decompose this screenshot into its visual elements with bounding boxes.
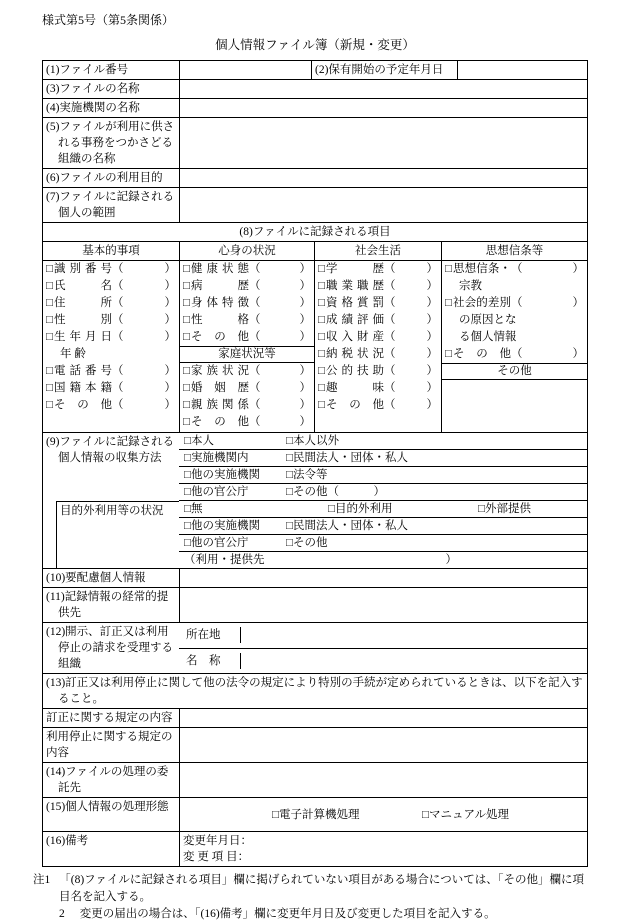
checkbox-other-public-office[interactable]: □他の官公庁 — [184, 486, 249, 498]
file-name-field[interactable] — [179, 80, 587, 98]
out-of-purpose-row-4 — [179, 551, 587, 568]
checkbox-icon: □ — [46, 314, 53, 326]
checkbox-icon: □ — [318, 399, 325, 411]
row-agency-name — [43, 98, 587, 117]
out-of-purpose-row-2 — [179, 517, 587, 534]
col-header-basic: 基本的事項 — [82, 245, 140, 257]
discrimination-continuation-1: の原因とな — [459, 314, 517, 326]
label-correction-rules: 訂正に関する規定の内容 — [46, 712, 173, 724]
org-name-field[interactable] — [179, 118, 587, 168]
checkbox-icon: □ — [183, 399, 190, 411]
subheader-other: その他 — [442, 363, 587, 380]
row-remarks — [43, 831, 587, 866]
checkbox-item-id-number[interactable]: □ 識別番号 （ ） — [43, 261, 179, 278]
checkbox-item-qualifications[interactable]: □ 資格賞罰 （ ） — [315, 295, 441, 312]
suspension-rules-field[interactable] — [179, 728, 587, 762]
label-individual-scope: (7)ファイルに記録される個人の範囲 — [46, 191, 175, 219]
column-basic-items — [43, 261, 179, 432]
checkbox-item-sex[interactable]: □ 性別 （ ） — [43, 312, 179, 329]
label-file-number: (1)ファイル番号 — [46, 64, 129, 76]
checkbox-item-family-status[interactable]: □ 家族状況 （ ） — [180, 363, 314, 380]
label-collection-method: (9)ファイルに記録される個人情報の収集方法 — [46, 436, 175, 464]
collection-method-label-column — [43, 433, 179, 568]
checkbox-other-agency[interactable]: □他の実施機関 — [184, 469, 260, 481]
out-of-purpose-row-3 — [179, 534, 587, 551]
checkbox-icon: □ — [445, 263, 452, 275]
checkbox-oop-other-public-office[interactable]: □他の官公庁 — [184, 537, 249, 549]
collection-method-options — [179, 433, 587, 568]
label-location: 所在地 — [179, 627, 241, 643]
checkbox-icon: □ — [318, 331, 325, 343]
checkbox-icon: □ — [445, 348, 452, 360]
label-out-of-purpose-status: 目的外利用等の状況 — [56, 501, 179, 568]
checkbox-oop-private-entities[interactable]: □民間法人・団体・私人 — [286, 520, 408, 532]
row-file-name — [43, 79, 587, 98]
checkbox-item-phone[interactable]: □ 電話番号 （ ） — [43, 363, 179, 380]
request-org-location-row — [179, 623, 587, 648]
column-social-life — [314, 261, 441, 432]
special-procedure-note: (13)訂正又は利用停止に関して他の法令の規定により特別の手続が定められているときは、以下を記入すること。 — [46, 677, 583, 705]
recorded-items-title: (8)ファイルに記録される項目 — [239, 226, 391, 238]
col-header-social-life: 社会生活 — [314, 242, 441, 260]
remarks-field[interactable] — [179, 832, 587, 866]
correction-rules-field[interactable] — [179, 709, 587, 727]
request-org-name-row — [179, 648, 587, 674]
row-recorded-items-headers — [43, 241, 587, 260]
checkbox-item-public-assistance[interactable]: □ 公的扶助 （ ） — [315, 363, 441, 380]
checkbox-item-family-other[interactable]: □ その他 （ ） — [180, 414, 314, 431]
checkbox-item-hobby[interactable]: □ 趣味 （ ） — [315, 380, 441, 397]
checkbox-laws[interactable]: □法令等 — [286, 469, 328, 481]
checkbox-icon: □ — [183, 297, 190, 309]
checkbox-item-name[interactable]: □ 氏名 （ ） — [43, 278, 179, 295]
checkbox-manual-processing[interactable]: □マニュアル処理 — [422, 808, 509, 821]
label-file-name: (3)ファイルの名称 — [46, 83, 140, 95]
label-sensitive-info: (10)要配慮個人情報 — [46, 572, 146, 584]
sensitive-info-field[interactable] — [179, 569, 587, 587]
collection-row-2 — [179, 449, 587, 466]
remarks-change-date: 変更年月日： — [183, 835, 252, 847]
footnote-2-text: 変更の届出の場合は、「(16)備考」欄に変更年月日及び変更した項目を記入する。 — [79, 908, 496, 920]
subheader-family-status: 家庭状況等 — [180, 346, 314, 363]
checkbox-icon: □ — [46, 263, 53, 275]
use-provision-destination-close: ） — [445, 554, 457, 566]
checkbox-icon: □ — [318, 297, 325, 309]
checkbox-item-health[interactable]: □ 健康状態 （ ） — [180, 261, 314, 278]
out-of-purpose-row-1 — [179, 500, 587, 517]
form-table — [42, 60, 588, 867]
checkbox-icon: □ — [183, 314, 190, 326]
checkbox-oop-other-agency[interactable]: □他の実施機関 — [184, 520, 260, 532]
retention-start-date-field[interactable] — [457, 61, 587, 79]
column-mind-body — [179, 261, 314, 432]
checkbox-item-age-continuation: 年 齢 — [60, 348, 86, 360]
checkbox-icon: □ — [46, 331, 53, 343]
outsourcing-field[interactable] — [179, 763, 587, 797]
row-recorded-items-title — [43, 222, 587, 241]
checkbox-icon: □ — [183, 263, 190, 275]
checkbox-item-discrimination[interactable]: □ 社会的差別 （ ） — [442, 295, 587, 312]
row-special-procedure-note — [43, 673, 587, 708]
row-suspension-rules — [43, 727, 587, 762]
agency-name-field[interactable] — [179, 99, 587, 117]
checkbox-icon: □ — [46, 280, 53, 292]
col-header-mind-body: 心身の状況 — [179, 242, 314, 260]
checkbox-item-nationality[interactable]: □ 国籍本籍 （ ） — [43, 380, 179, 397]
checkbox-none[interactable]: □無 — [184, 503, 203, 515]
discrimination-continuation-2: る個人情報 — [459, 331, 517, 343]
checkbox-item-social-other[interactable]: □ その他 （ ） — [315, 397, 441, 414]
label-file-purpose: (6)ファイルの利用目的 — [46, 172, 163, 184]
row-regular-recipients — [43, 587, 587, 622]
column-beliefs — [441, 261, 587, 432]
checkbox-icon: □ — [445, 297, 452, 309]
checkbox-icon: □ — [46, 399, 53, 411]
label-suspension-rules: 利用停止に関する規定の内容 — [46, 731, 173, 759]
checkbox-item-mindbody-other[interactable]: □ その他 （ ） — [180, 329, 314, 346]
checkbox-item-grades[interactable]: □ 成績評価 （ ） — [315, 312, 441, 329]
checkbox-item-medical-history[interactable]: □ 病歴 （ ） — [180, 278, 314, 295]
label-regular-recipients: (11)記録情報の経常的提供先 — [46, 591, 169, 619]
collection-row-4 — [179, 483, 587, 500]
collection-row-3 — [179, 466, 587, 483]
checkbox-icon: □ — [46, 297, 53, 309]
row-collection-method — [43, 432, 587, 568]
file-purpose-field[interactable] — [179, 169, 587, 187]
checkbox-icon: □ — [318, 263, 325, 275]
checkbox-icon: □ — [183, 331, 190, 343]
footnote-2 — [33, 906, 588, 923]
footnote-1-prefix: 注1 — [33, 874, 51, 886]
label-processing-form: (15)個人情報の処理形態 — [46, 801, 169, 813]
form-title: 個人情報ファイル簿（新規・変更） — [215, 38, 415, 52]
footnotes — [33, 872, 588, 923]
row-correction-rules — [43, 708, 587, 727]
checkbox-external-provision[interactable]: □外部提供 — [478, 503, 531, 515]
checkbox-icon: □ — [318, 365, 325, 377]
checkbox-computer-processing[interactable]: □電子計算機処理 — [272, 808, 360, 821]
form-code: 様式第5号（第5条関係） — [42, 13, 175, 27]
checkbox-item-tax-status[interactable]: □ 納税状況 （ ） — [315, 346, 441, 363]
label-request-org: (12)開示、訂正又は利用停止の請求を受理する組織 — [46, 626, 173, 670]
checkbox-item-physical-features[interactable]: □ 身体特徴 （ ） — [180, 295, 314, 312]
row-request-org — [43, 622, 587, 673]
col-header-beliefs: 思想信条等 — [441, 242, 587, 260]
row-individual-scope — [43, 187, 587, 222]
row-file-number — [43, 61, 587, 79]
checkbox-oop-other[interactable]: □その他 — [286, 537, 328, 549]
individual-scope-field[interactable] — [179, 188, 587, 222]
checkbox-item-beliefs-other[interactable]: □ その他 （ ） — [442, 346, 587, 363]
label-retention-start-date: (2)保有開始の予定年月日 — [311, 61, 457, 79]
row-sensitive-info — [43, 568, 587, 587]
checkbox-icon: □ — [183, 280, 190, 292]
label-org-title: 名 称 — [179, 653, 241, 669]
checkbox-icon: □ — [46, 382, 53, 394]
checkbox-item-relatives[interactable]: □ 親族関係 （ ） — [180, 397, 314, 414]
checkbox-icon: □ — [318, 280, 325, 292]
footnote-2-prefix: 2 — [59, 908, 65, 920]
checkbox-out-of-purpose-use[interactable]: □目的外利用 — [328, 503, 393, 515]
checkbox-item-address[interactable]: □ 住所 （ ） — [43, 295, 179, 312]
checkbox-private-entities[interactable]: □民間法人・団体・私人 — [286, 452, 408, 464]
other-items-field[interactable] — [442, 380, 587, 432]
checkbox-item-personality[interactable]: □ 性格 （ ） — [180, 312, 314, 329]
checkbox-item-birthdate[interactable]: □ 生年月日 （ ） — [43, 329, 179, 346]
row-outsourcing — [43, 762, 587, 797]
checkbox-item-marriage-history[interactable]: □ 婚姻歴 （ ） — [180, 380, 314, 397]
label-org-name: (5)ファイルが利用に供される事務をつかさどる組織の名称 — [46, 121, 175, 165]
checkbox-item-beliefs-religion[interactable]: □ 思想信条・ （ ） — [442, 261, 587, 278]
checkbox-icon: □ — [183, 365, 190, 377]
checkbox-icon: □ — [183, 382, 190, 394]
checkbox-item-income-assets[interactable]: □ 収入財産 （ ） — [315, 329, 441, 346]
label-remarks: (16)備考 — [46, 835, 89, 847]
row-processing-form — [43, 797, 587, 831]
row-file-purpose — [43, 168, 587, 187]
checkbox-within-agency[interactable]: □実施機関内 — [184, 452, 249, 464]
file-number-field[interactable] — [179, 61, 311, 79]
checkbox-collection-other[interactable]: □その他（ ） — [286, 486, 385, 498]
checkbox-icon: □ — [318, 314, 325, 326]
processing-form-options — [179, 798, 587, 831]
request-org-details — [179, 623, 587, 673]
label-outsourcing: (14)ファイルの処理の委託先 — [46, 766, 169, 794]
beliefs-religion-continuation: 宗教 — [459, 280, 482, 292]
row-recorded-items-grid — [43, 260, 587, 432]
footnote-1 — [33, 872, 588, 906]
use-provision-destination-open: （利用・提供先 — [184, 554, 265, 566]
checkbox-icon: □ — [183, 416, 190, 428]
checkbox-icon: □ — [318, 348, 325, 360]
regular-recipients-field[interactable] — [179, 588, 587, 622]
checkbox-not-self[interactable]: □本人以外 — [286, 435, 339, 447]
checkbox-item-education[interactable]: □ 学歴 （ ） — [315, 261, 441, 278]
checkbox-icon: □ — [318, 382, 325, 394]
checkbox-item-basic-other[interactable]: □ その他 （ ） — [43, 397, 179, 414]
collection-row-1 — [179, 433, 587, 449]
checkbox-self[interactable]: □本人 — [184, 435, 214, 447]
remarks-change-items: 変 更 項 目： — [183, 851, 250, 863]
label-agency-name: (4)実施機関の名称 — [46, 102, 140, 114]
checkbox-icon: □ — [46, 365, 53, 377]
footnote-1-text: 「(8)ファイルに記録される項目」欄に掲げられていない項目がある場合については、「その他」欄に項目名を記入する。 — [59, 874, 584, 903]
row-org-name — [43, 117, 587, 168]
checkbox-item-occupation[interactable]: □ 職業職歴 （ ） — [315, 278, 441, 295]
